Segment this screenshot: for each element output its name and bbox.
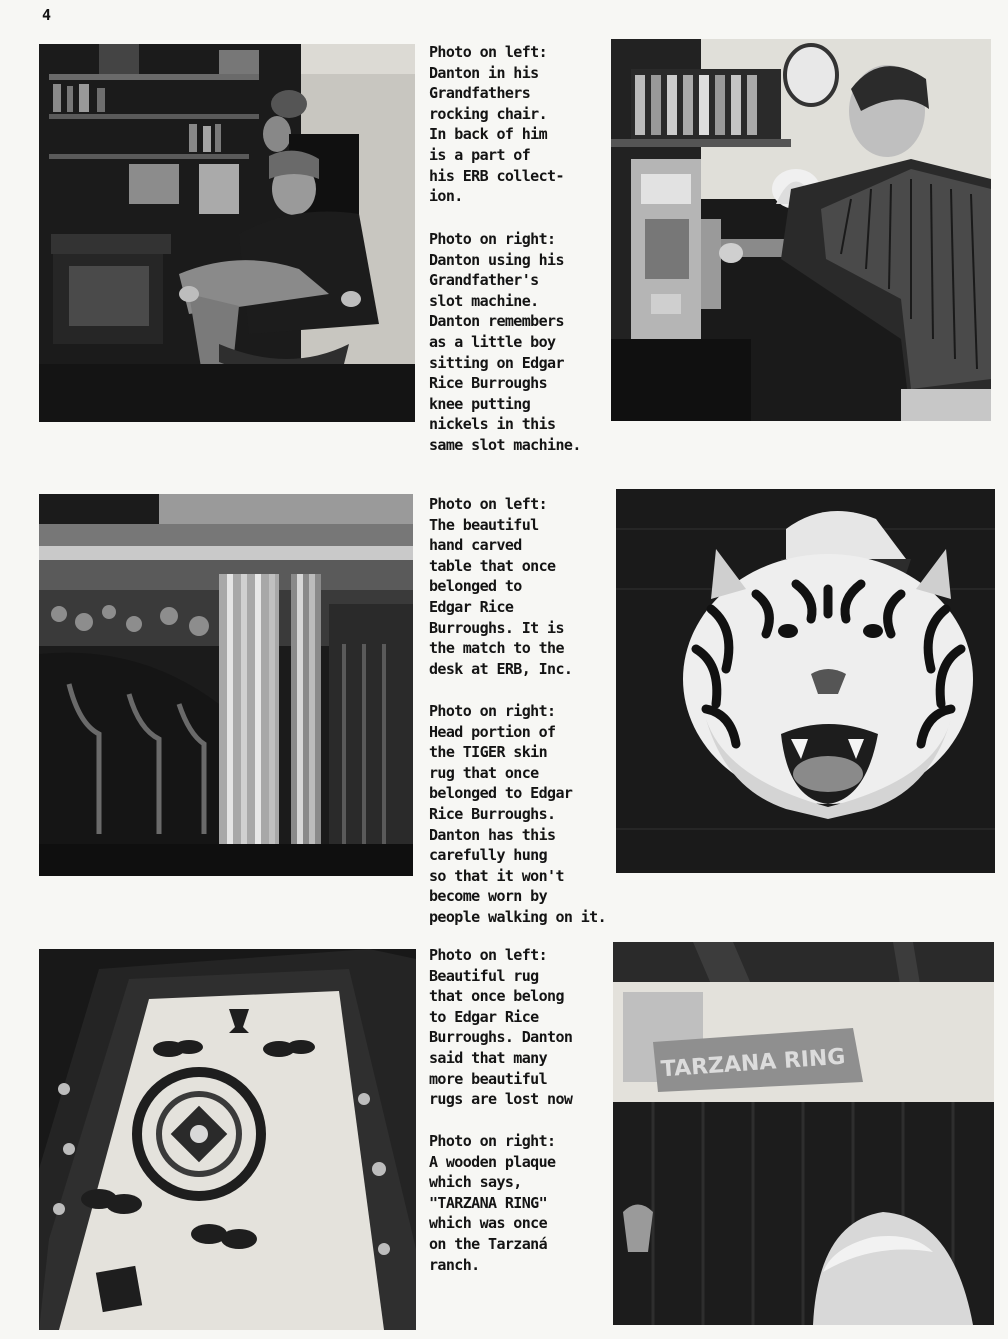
caption-line: hand carved [429,536,522,555]
caption-line: desk at ERB, Inc. [429,659,573,678]
caption-line: nickels in this [429,415,556,434]
caption-line: become worn by [429,887,548,906]
caption-line: Grandfathers [429,84,531,103]
caption-line: belonged to [429,577,522,596]
caption-line: his ERB collect- [429,166,564,185]
page-number: 4 [42,6,52,24]
caption-heading: Photo on left: [429,495,548,513]
caption-line: Rice Burroughs [429,374,548,393]
caption-line: sitting on Edgar [429,353,564,372]
caption-line: rugs are lost now [429,1090,573,1109]
caption-line: the TIGER skin [429,743,548,762]
caption-line: Edgar Rice [429,597,514,616]
caption-line: knee putting [429,394,531,413]
plaque-sign-text: TARZANA RING [659,1044,847,1083]
caption-line: people walking on it. [429,907,607,926]
caption-row3-right [429,1131,555,1275]
caption-line: rocking chair. [429,104,548,123]
caption-line: table that once [429,556,556,575]
caption-line: said that many [429,1048,548,1067]
caption-row3-left [429,945,572,1110]
caption-line: Danton has this [429,825,556,844]
caption-line: "TARZANA RING" [429,1193,548,1212]
caption-row1-left [429,42,564,207]
caption-line: same slot machine. [429,435,581,454]
photo-carved-table [39,494,413,876]
caption-line: belonged to Edgar [429,784,573,803]
caption-line: so that it won't [429,866,564,885]
caption-heading: Photo on right: [429,1132,556,1150]
caption-line: the match to the [429,639,564,658]
photo-rug [39,949,416,1330]
caption-line: The beautiful [429,515,539,534]
caption-line: slot machine. [429,291,539,310]
caption-line: Beautiful rug [429,966,539,985]
caption-line: Burroughs. It is [429,618,564,637]
caption-line: Danton using his [429,250,564,269]
caption-line: Head portion of [429,722,556,741]
caption-line: as a little boy [429,332,556,351]
caption-line: carefully hung [429,846,548,865]
caption-line: to Edgar Rice [429,1007,539,1026]
caption-line: Danton remembers [429,312,564,331]
caption-row1-right [429,229,581,456]
caption-line: rug that once [429,763,539,782]
caption-heading: Photo on right: [429,230,556,248]
photo-slot-machine [611,39,991,421]
caption-line: more beautiful [429,1069,548,1088]
caption-line: is a part of [429,145,531,164]
caption-heading: Photo on left: [429,946,548,964]
photo-danton-rocking-chair [39,44,415,422]
caption-line: ion. [429,187,463,206]
caption-line: which was once [429,1214,548,1233]
caption-line: which says, [429,1173,522,1192]
caption-line: Danton in his [429,63,539,82]
caption-line: Grandfather's [429,271,539,290]
caption-line: Burroughs. Danton [429,1028,573,1047]
caption-line: Rice Burroughs. [429,804,556,823]
caption-row2-right [429,701,606,928]
caption-line: In back of him [429,125,548,144]
caption-heading: Photo on right: [429,702,556,720]
caption-line: that once belong [429,987,564,1006]
caption-line: on the Tarzaná [429,1234,548,1253]
caption-line: ranch. [429,1255,480,1274]
photo-tiger-head [616,489,995,873]
photo-tarzana-ring-plaque [613,942,994,1325]
caption-row2-left [429,494,572,679]
caption-line: A wooden plaque [429,1152,556,1171]
caption-heading: Photo on left: [429,43,548,61]
